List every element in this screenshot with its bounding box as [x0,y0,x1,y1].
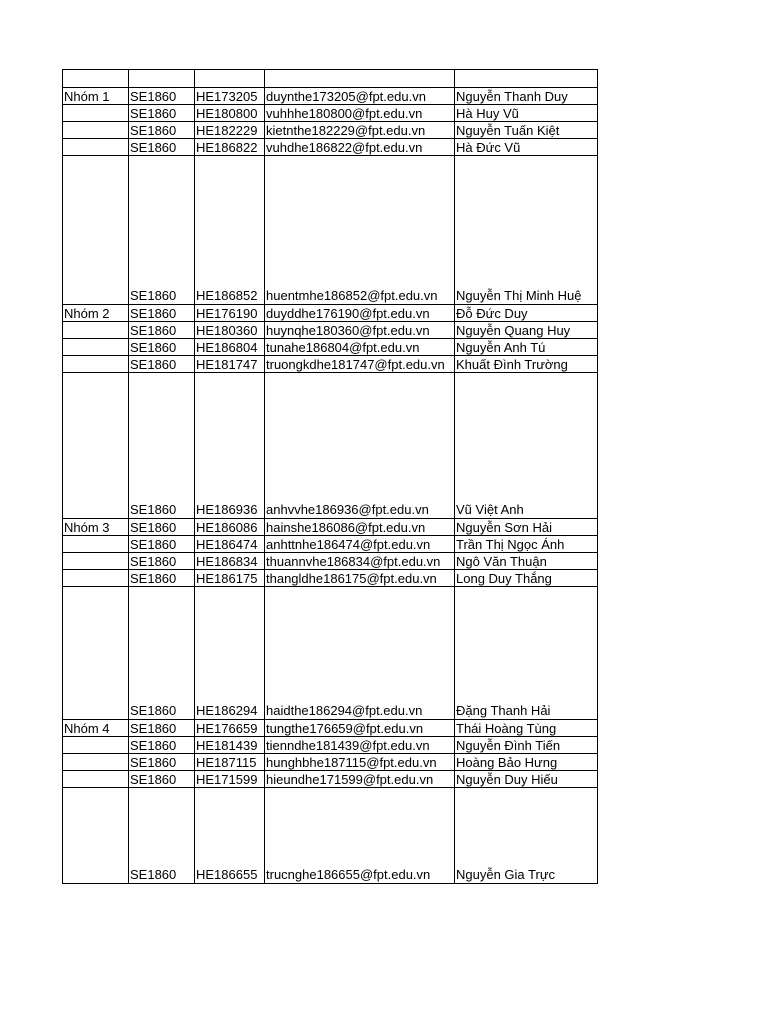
class-code-cell: SE1860 [129,339,195,356]
full-name-cell: Nguyễn Anh Tú [455,339,598,356]
student-id-cell: HE176190 [195,305,265,322]
table-cell [455,70,598,88]
class-code-cell: SE1860 [129,105,195,122]
group-label-cell [63,373,129,519]
full-name-cell: Long Duy Thắng [455,570,598,587]
email-cell: hainshe186086@fpt.edu.vn [265,519,455,536]
email-cell: tungthe176659@fpt.edu.vn [265,720,455,737]
email-cell: thuannvhe186834@fpt.edu.vn [265,553,455,570]
table-row [63,305,598,322]
full-name-cell: Nguyễn Thị Minh Huệ [455,156,598,305]
full-name-cell: Nguyễn Quang Huy [455,322,598,339]
group-label-cell: Nhóm 2 [63,305,129,322]
student-id-cell: HE186834 [195,553,265,570]
table-row [63,322,598,339]
class-code-cell: SE1860 [129,122,195,139]
table-row [63,356,598,373]
student-id-cell: HE186086 [195,519,265,536]
email-cell: trucnghe186655@fpt.edu.vn [265,788,455,884]
group-label-cell [63,339,129,356]
table-row [63,737,598,754]
table-row [63,720,598,737]
group-label-cell [63,122,129,139]
group-label-cell [63,322,129,339]
class-code-cell: SE1860 [129,587,195,720]
group-label-cell: Nhóm 3 [63,519,129,536]
table-cell [129,70,195,88]
table-row [63,105,598,122]
email-cell: thangldhe186175@fpt.edu.vn [265,570,455,587]
full-name-cell: Vũ Việt Anh [455,373,598,519]
group-label-cell [63,536,129,553]
class-code-cell: SE1860 [129,553,195,570]
class-code-cell: SE1860 [129,156,195,305]
email-cell: truongkdhe181747@fpt.edu.vn [265,356,455,373]
class-code-cell: SE1860 [129,720,195,737]
student-id-cell: HE186822 [195,139,265,156]
table-row [63,88,598,105]
class-code-cell: SE1860 [129,519,195,536]
full-name-cell: Nguyễn Duy Hiếu [455,771,598,788]
group-label-cell [63,570,129,587]
class-code-cell: SE1860 [129,139,195,156]
class-code-cell: SE1860 [129,788,195,884]
email-cell: hunghbhe187115@fpt.edu.vn [265,754,455,771]
table-row [63,587,598,720]
group-label-cell [63,754,129,771]
student-id-cell: HE186294 [195,587,265,720]
full-name-cell: Nguyễn Thanh Duy [455,88,598,105]
table-cell [265,70,455,88]
email-cell: huynqhe180360@fpt.edu.vn [265,322,455,339]
table-cell [195,70,265,88]
table-row [63,536,598,553]
full-name-cell: Hà Đức Vũ [455,139,598,156]
student-id-cell: HE187115 [195,754,265,771]
class-code-cell: SE1860 [129,322,195,339]
full-name-cell: Thái Hoàng Tùng [455,720,598,737]
full-name-cell: Nguyễn Sơn Hải [455,519,598,536]
table-row [63,339,598,356]
email-cell: duyddhe176190@fpt.edu.vn [265,305,455,322]
email-cell: huentmhe186852@fpt.edu.vn [265,156,455,305]
student-id-cell: HE186655 [195,788,265,884]
student-id-cell: HE171599 [195,771,265,788]
table-row [63,122,598,139]
table-row [63,139,598,156]
table-row [63,156,598,305]
student-group-table [62,69,598,884]
group-label-cell [63,737,129,754]
full-name-cell: Ngô Văn Thuận [455,553,598,570]
student-id-cell: HE186936 [195,373,265,519]
email-cell: tienndhe181439@fpt.edu.vn [265,737,455,754]
group-label-cell [63,105,129,122]
table-row [63,570,598,587]
class-code-cell: SE1860 [129,305,195,322]
full-name-cell: Hà Huy Vũ [455,105,598,122]
class-code-cell: SE1860 [129,356,195,373]
group-label-cell [63,156,129,305]
group-label-cell [63,356,129,373]
table-row [63,788,598,884]
group-label-cell: Nhóm 4 [63,720,129,737]
table-row [63,519,598,536]
full-name-cell: Trần Thị Ngọc Ánh [455,536,598,553]
class-code-cell: SE1860 [129,570,195,587]
student-id-cell: HE186175 [195,570,265,587]
student-id-cell: HE181439 [195,737,265,754]
student-id-cell: HE186474 [195,536,265,553]
class-code-cell: SE1860 [129,754,195,771]
full-name-cell: Đỗ Đức Duy [455,305,598,322]
student-id-cell: HE186852 [195,156,265,305]
header-row-empty [63,70,598,88]
table-row [63,754,598,771]
email-cell: kietnthe182229@fpt.edu.vn [265,122,455,139]
group-label-cell [63,587,129,720]
full-name-cell: Nguyễn Gia Trực [455,788,598,884]
group-label-cell [63,553,129,570]
group-label-cell [63,771,129,788]
class-code-cell: SE1860 [129,536,195,553]
student-id-cell: HE180360 [195,322,265,339]
class-code-cell: SE1860 [129,737,195,754]
student-id-cell: HE180800 [195,105,265,122]
email-cell: hieundhe171599@fpt.edu.vn [265,771,455,788]
email-cell: anhvvhe186936@fpt.edu.vn [265,373,455,519]
table-row [63,553,598,570]
group-label-cell: Nhóm 1 [63,88,129,105]
group-label-cell [63,788,129,884]
group-label-cell [63,139,129,156]
table-cell [63,70,129,88]
email-cell: duynthe173205@fpt.edu.vn [265,88,455,105]
email-cell: vuhhhe180800@fpt.edu.vn [265,105,455,122]
student-id-cell: HE182229 [195,122,265,139]
email-cell: vuhdhe186822@fpt.edu.vn [265,139,455,156]
full-name-cell: Hoàng Bảo Hưng [455,754,598,771]
email-cell: anhttnhe186474@fpt.edu.vn [265,536,455,553]
full-name-cell: Đặng Thanh Hải [455,587,598,720]
student-id-cell: HE176659 [195,720,265,737]
student-id-cell: HE173205 [195,88,265,105]
full-name-cell: Nguyễn Tuấn Kiệt [455,122,598,139]
table-row [63,771,598,788]
full-name-cell: Nguyễn Đình Tiến [455,737,598,754]
email-cell: haidthe186294@fpt.edu.vn [265,587,455,720]
class-code-cell: SE1860 [129,88,195,105]
full-name-cell: Khuất Đình Trường [455,356,598,373]
student-id-cell: HE181747 [195,356,265,373]
class-code-cell: SE1860 [129,771,195,788]
student-id-cell: HE186804 [195,339,265,356]
table-row [63,373,598,519]
class-code-cell: SE1860 [129,373,195,519]
email-cell: tunahe186804@fpt.edu.vn [265,339,455,356]
table-body [63,70,598,884]
